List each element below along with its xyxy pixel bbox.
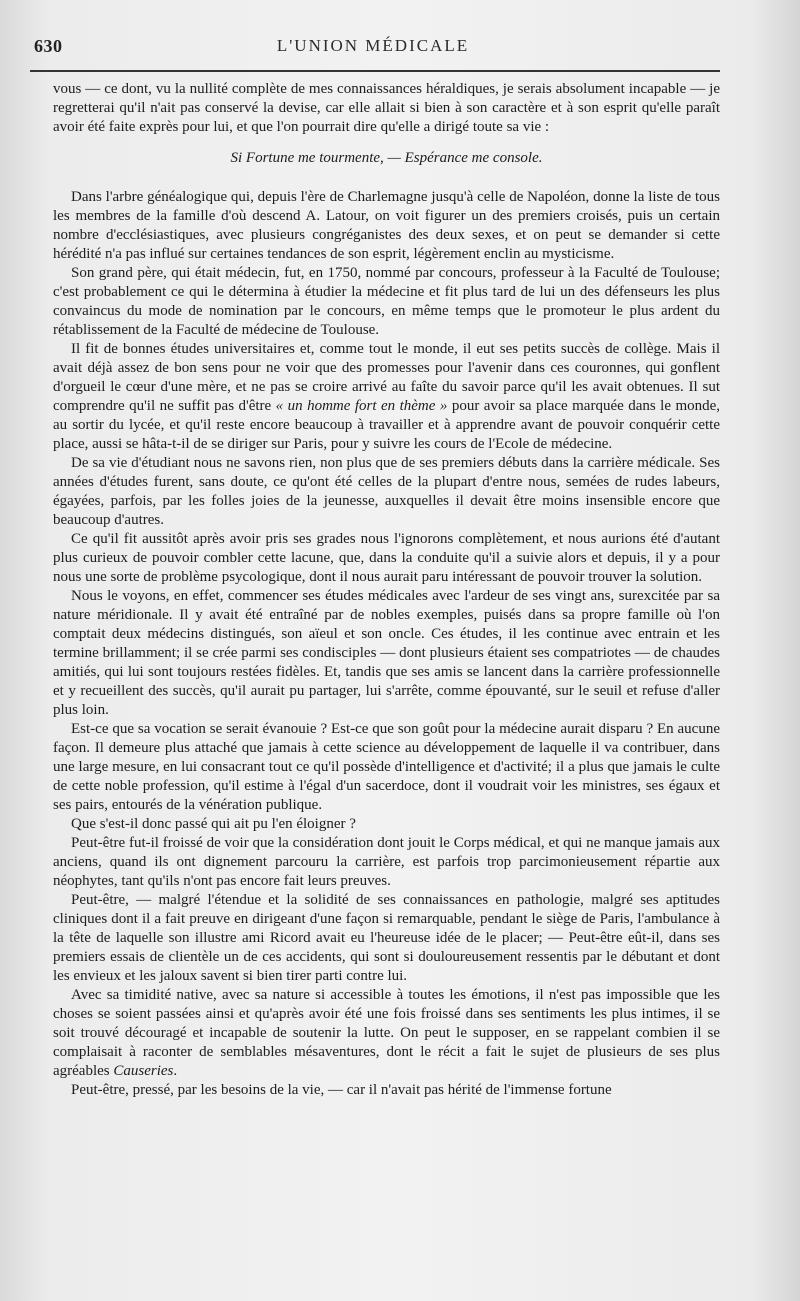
paragraph: Peut-être, pressé, par les besoins de la vie, — car il n'avait pas hérité de l'immense fortune (71, 1082, 612, 1098)
paragraph-text: . (173, 1063, 178, 1079)
paragraph-text: Il fit de bonnes études universitaires et, comme tout le monde, il eut ses petits succès de collège. Mais il avait déjà assez de bon sens pour ne voir que des promesses pour l'avenir dans ces couronnes, qui gonflent d'orgueil le cœur d'une mère, et ne pas se croire arrivé au faîte du savoir parce qu'il les avait obtenues. Il sut comprendre qu'il ne suffit pas d'être (53, 341, 720, 414)
paragraph: vous — ce dont, vu la nullité complète de mes connaissances héraldiques, je serais absolument incapable — je regretterai qu'il n'ait pas conservé la devise, car elle allait si bien à son caractère et à son esprit qu'elle paraît avoir été faite exprès pour lui, et que l'on pourrait dire qu'elle a dirigé toute sa vie : (53, 81, 720, 135)
paragraph: De sa vie d'étudiant nous ne savons rien, non plus que de ses premiers débuts dans la carrière médicale. Ses années d'études furent, sans doute, ce qu'ont été celles de la plupart d'entre nous, semées de rudes labeurs, égayées, parfois, par les folles joies de la jeunesse, auxquelles il devait être moins insensible encore que beaucoup d'autres. (53, 455, 720, 528)
paragraph: Est-ce que sa vocation se serait évanouie ? Est-ce que son goût pour la médecine aurait disparu ? En aucune façon. Il demeure plus attaché que jamais à cette science au développement de laquelle il va contribuer, dans une large mesure, en lui consacrant tout ce qu'il possède d'intelligence et d'activité; il a plus que jamais le culte de cette noble profession, qu'il estime à l'égal d'un sacerdoce, dont il voudrait voir les ministres, ses égaux et ses pairs, entourés de la vénération publique. (53, 721, 720, 813)
paragraph (53, 340, 720, 454)
header-rule (30, 70, 720, 72)
article-body (53, 80, 720, 1100)
page-header (28, 36, 718, 60)
emphasis: « un homme fort en thème » (275, 398, 448, 414)
paragraph: Son grand père, qui était médecin, fut, en 1750, nommé par concours, professeur à la Faculté de Toulouse; c'est probablement ce qui le détermina à étudier la médecine et fit plus tard de lui un des défenseurs les plus convaincus du mode de nomination par le concours, en même temps que le promoteur le plus ardent du rétablissement de la Faculté de médecine de Toulouse. (53, 265, 720, 338)
paragraph-text: pour avoir sa place marquée dans le monde, au sortir du lycée, et qu'il reste encore beaucoup à travailler et à apprendre avant de pouvoir conquérir cette place, aussi se hâta-t-il de se diriger sur Paris, pour y suivre les cours de l'Ecole de médecine. (53, 398, 721, 452)
paragraph: Peut-être, — malgré l'étendue et la solidité de ses connaissances en pathologie, malgré ses aptitudes cliniques dont il a fait preuve en dirigeant d'une façon si remarquable, pendant le siège de Paris, l'ambulance à la tête de laquelle son illustre ami Ricord avait eu l'heureuse idée de le placer; — Peut-être eût-il, dans ses premiers essais de clientèle un de ces accidents, qui sont si douloureusement ressentis par le débutant et dont les envieux et les jaloux savent si bien tirer parti contre lui. (53, 892, 720, 984)
emphasis: Causeries (113, 1063, 174, 1079)
running-title: L'UNION MÉDICALE (276, 36, 470, 55)
paragraph (53, 986, 720, 1081)
paragraph-text: Avec sa timidité native, avec sa nature si accessible à toutes les émotions, il n'est pas impossible que les choses se soient passées ainsi et qu'après avoir été une fois froissé dans ses sentiments les plus intimes, il se soit trouvé découragé et incapable de soutenir la lutte. On peut le supposer, en se rappelant combien il se complaisait à raconter de semblables mésaventures, dont le récit a fait le sujet de plusieurs de ses plus agréables (53, 987, 720, 1079)
paragraph: Peut-être fut-il froissé de voir que la considération dont jouit le Corps médical, et qui ne manque jamais aux anciens, quand ils ont dignement parcouru la carrière, est parfois trop parcimonieusement répartie aux néophytes, tant qu'ils n'ont pas encore fait leurs preuves. (53, 835, 720, 889)
page-number: 630 (34, 36, 63, 56)
paragraph: Ce qu'il fit aussitôt après avoir pris ses grades nous l'ignorons complètement, et nous aurions été d'autant plus curieux de pouvoir combler cette lacune, que, dans la conduite qu'il a suivie alors et depuis, il y a pour nous une sorte de problème psycologique, dont il nous aurait paru intéressant de pouvoir trouver la solution. (53, 531, 720, 585)
paragraph: Nous le voyons, en effet, commencer ses études médicales avec l'ardeur de ses vingt ans, surexcitée par sa nature méridionale. Il y avait été entraîné par de nobles exemples, puisés dans sa propre famille où l'on comptait deux médecins distingués, son aïeul et son oncle. Ces études, il les continue avec entrain et les termine brillamment; il se crée parmi ses condisciples — dont plusieurs étaient ses compatriotes — de chaudes amitiés, qui lui sont toujours restées fidèles. Et, tandis que ses amis se lancent dans la carrière professionnelle et y recueillent des succès, qu'il aurait pu partager, lui s'arrête, comme épouvanté, sur le seuil et refuse d'aller plus loin. (53, 588, 720, 718)
paragraph: Dans l'arbre généalogique qui, depuis l'ère de Charlemagne jusqu'à celle de Napoléon, donne la liste de tous les membres de la famille d'où descend A. Latour, on voit figurer un des premiers croisés, puis un certain nombre d'ecclésiastiques, avec plusieurs congréganistes des deux sexes, et on peut se demander si cette hérédité n'a pas influé sur certaines tendances de son esprit, légèrement enclin au mysticisme. (53, 189, 720, 262)
paragraph: Que s'est-il donc passé qui ait pu l'en éloigner ? (71, 816, 356, 832)
motto: Si Fortune me tourmente, — Espérance me console. (230, 150, 543, 166)
